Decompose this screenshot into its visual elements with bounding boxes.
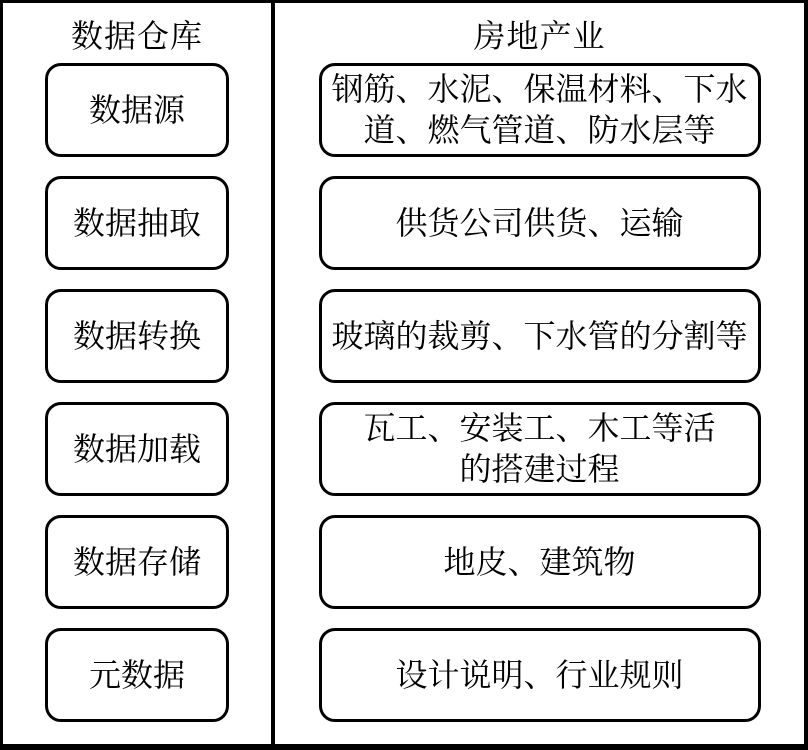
construction-process-line-2: 的搭建过程: [459, 451, 620, 487]
supply-transport-box: [319, 176, 761, 270]
land-buildings-label: 地皮、建筑物: [443, 543, 636, 580]
supply-transport-label: 供货公司供货、运输: [395, 204, 684, 241]
real-estate-panel-title: 房地产业: [473, 18, 606, 54]
data-transformation-label: 数据转换: [72, 317, 201, 354]
cutting-splitting-box: [319, 289, 761, 383]
raw-materials-line-1: 钢筋、水泥、保温材料、下水: [331, 71, 748, 108]
data-source-box: [45, 63, 229, 157]
design-rules-label: 设计说明、行业规则: [395, 656, 684, 693]
metadata-label: 元数据: [88, 656, 185, 693]
metadata-box: [45, 628, 229, 722]
raw-materials-line-2: 道、燃气管道、防水层等: [363, 112, 716, 148]
data-warehouse-panel-title: 数据仓库: [70, 18, 203, 54]
design-rules-box: [319, 628, 761, 722]
data-extraction-label: 数据抽取: [72, 204, 201, 241]
data-transformation-box: [45, 289, 229, 383]
data-loading-label: 数据加载: [72, 430, 201, 467]
raw-materials-box: [319, 63, 761, 157]
data-extraction-box: [45, 176, 229, 270]
real-estate-panel: [275, 3, 804, 744]
construction-process-box: [319, 402, 761, 496]
data-storage-label: 数据存储: [72, 543, 201, 580]
data-loading-box: [45, 402, 229, 496]
data-storage-box: [45, 515, 229, 609]
construction-process-line-1: 瓦工、安装工、木工等活: [363, 410, 716, 447]
cutting-splitting-label: 玻璃的裁剪、下水管的分割等: [331, 317, 748, 354]
data-warehouse-panel: [3, 3, 271, 744]
land-buildings-box: [319, 515, 761, 609]
data-source-label: 数据源: [88, 91, 185, 128]
